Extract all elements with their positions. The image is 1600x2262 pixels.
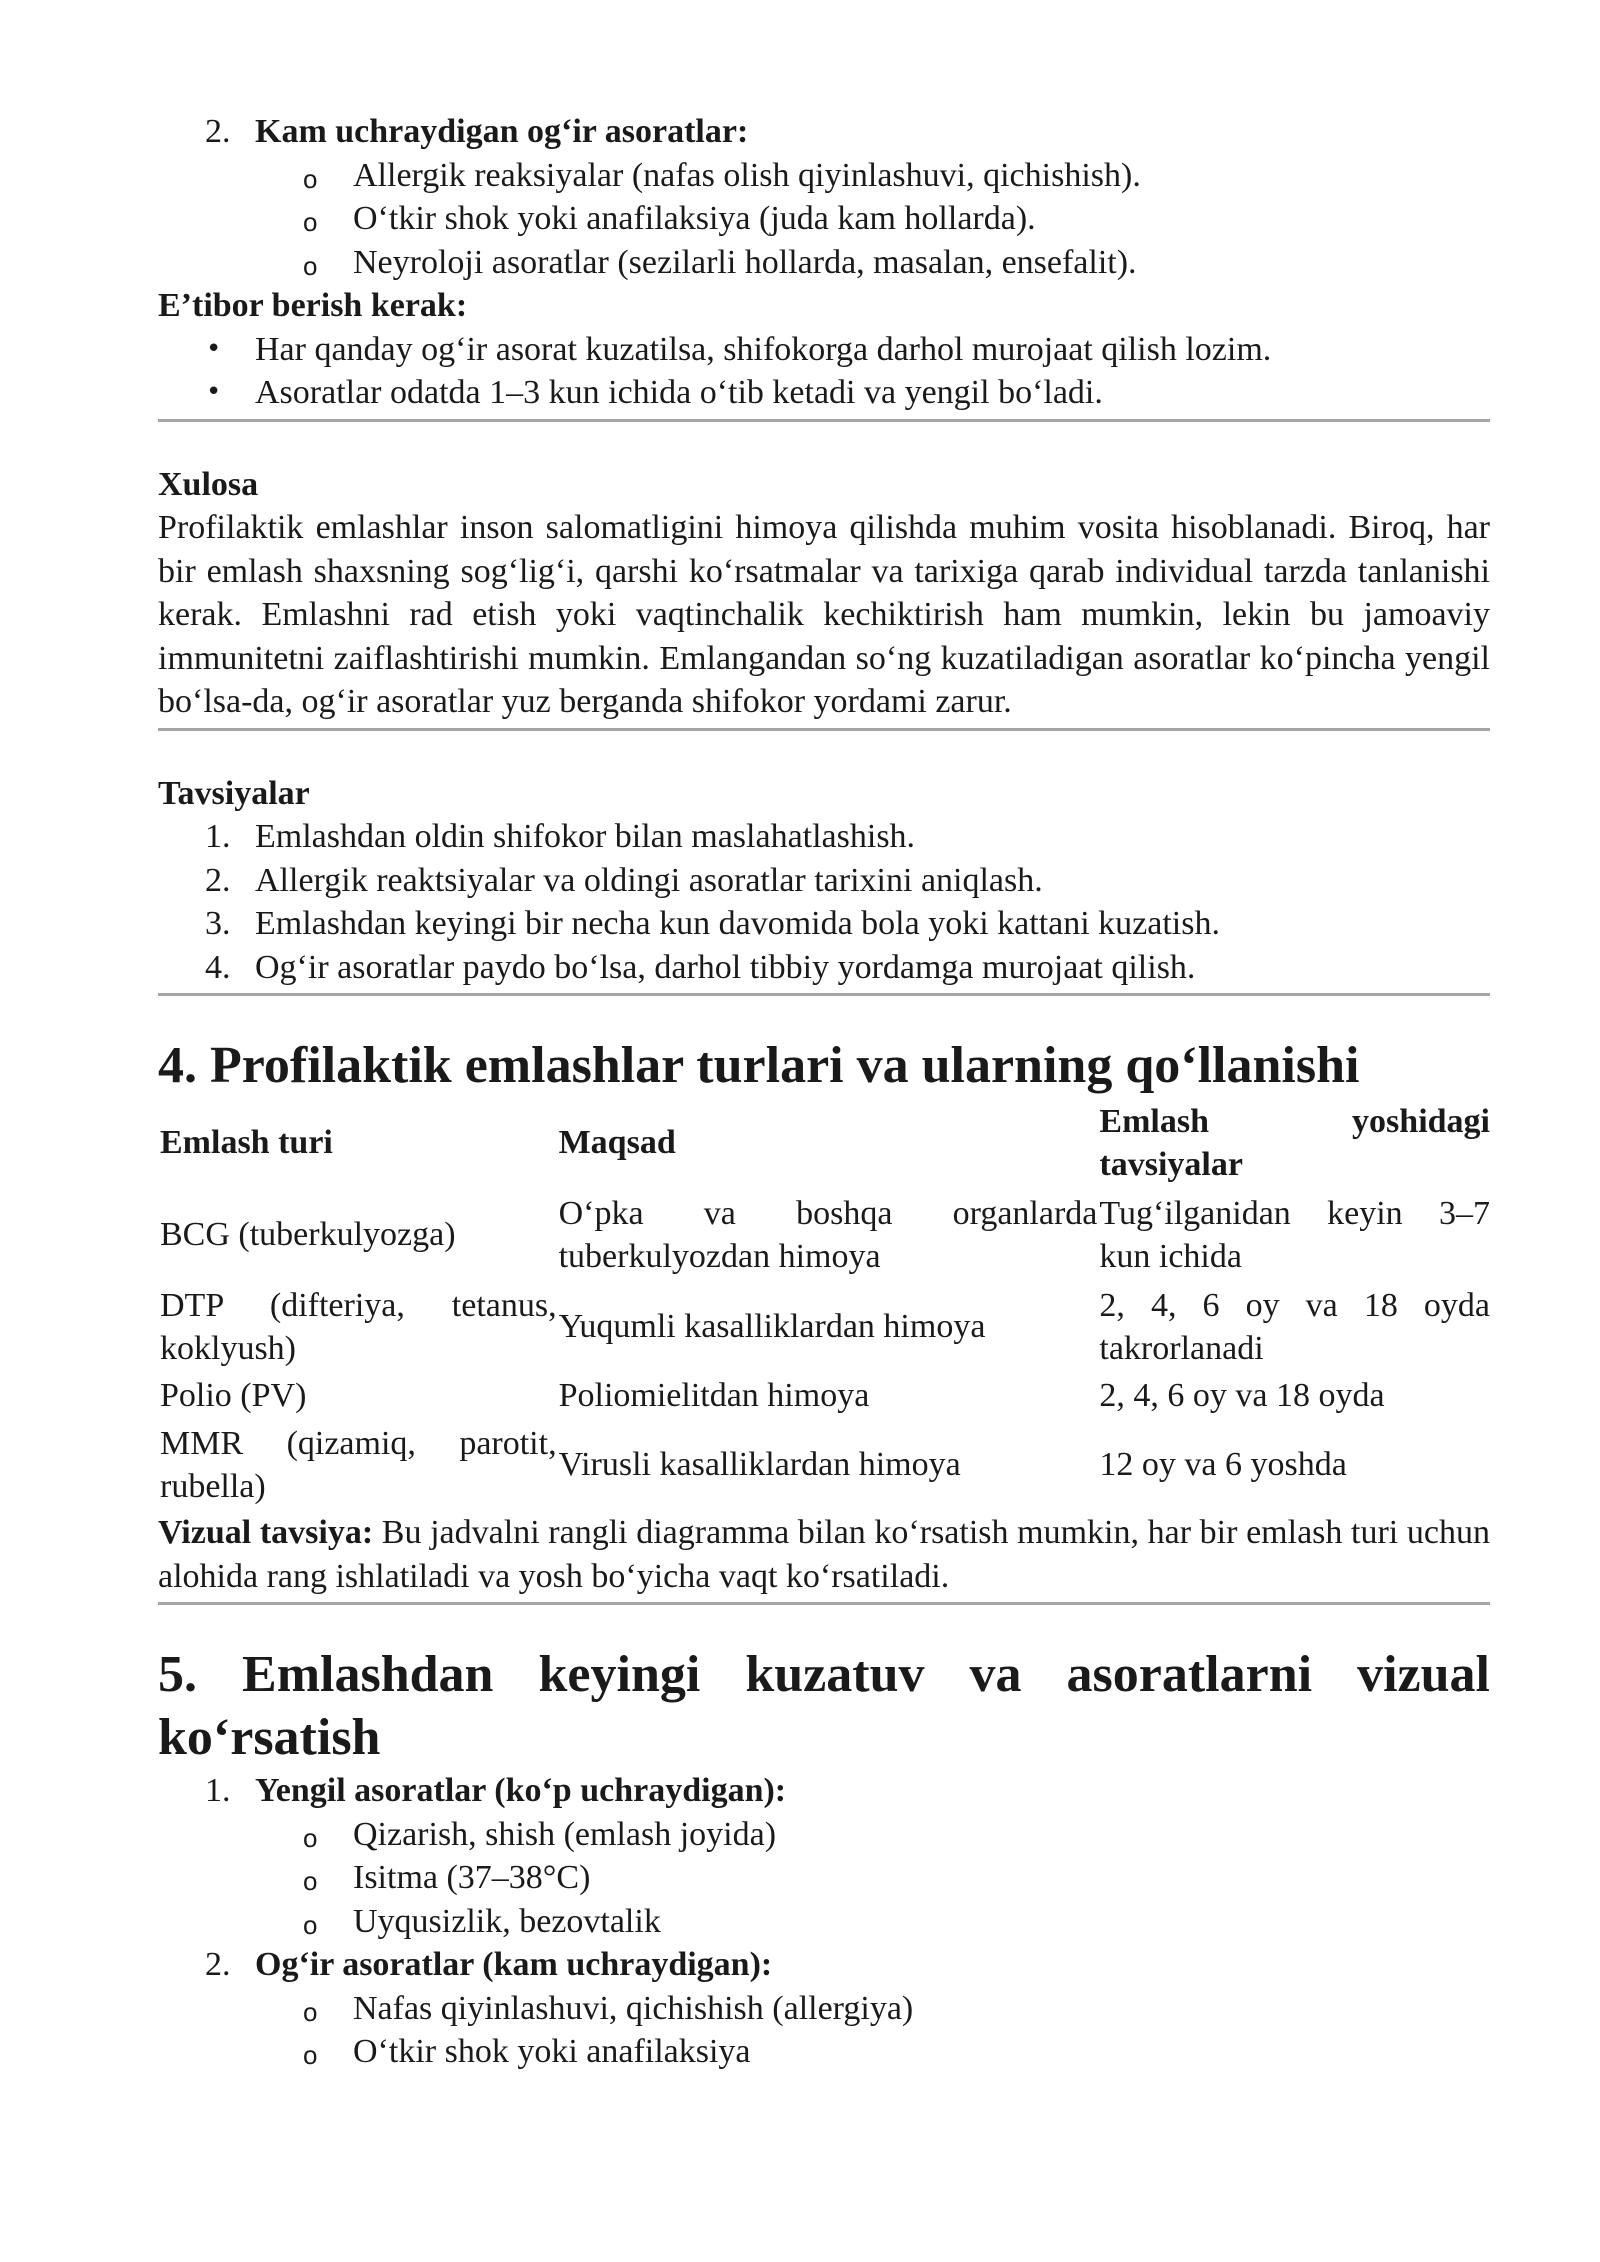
circle-bullet-icon: o [303, 1822, 318, 1853]
table-cell: O‘pka va boshqa organlarda tuberkulyozdan himoya [558, 1194, 1098, 1275]
table-header-row [158, 1097, 1490, 1189]
bullet-item: • Har qanday og‘ir asorat kuzatilsa, shifokorga darhol murojaat qilish lozim. [158, 328, 1490, 372]
visual-note-label: Vizual tavsiya: [158, 1514, 374, 1551]
section-heading: 4. Profilaktik emlashlar turlari va ularning qo‘llanishi [158, 1037, 1360, 1094]
conclusion-title: Xulosa [158, 465, 259, 503]
list-item: 1. Yengil asoratlar (ko‘p uchraydigan): [205, 1772, 787, 1809]
bullet-item: • Asoratlar odatda 1–3 kun ichida o‘tib ketadi va yengil bo‘ladi. [158, 371, 1490, 415]
list-item: 1. Emlashdan oldin shifokor bilan maslahatlashish. [205, 818, 916, 855]
attention-title: E’tibor berish kerak: [158, 287, 468, 324]
table-cell: MMR (qizamiq, parotit, rubella) [160, 1424, 557, 1505]
table-cell: 12 oy va 6 yoshda [1099, 1446, 1347, 1484]
table-row [158, 1281, 1490, 1373]
recommendations-title: Tavsiyalar [158, 774, 310, 812]
circle-bullet-icon: o [303, 163, 318, 194]
sub-list-item: o Allergik reaksiyalar (nafas olish qiyinlashuvi, qichishish). [158, 154, 1490, 198]
table-cell: 2, 4, 6 oy va 18 oyda takrorlanadi [1099, 1286, 1490, 1367]
sub-list-item: o Qizarish, shish (emlash joyida) [158, 1813, 1490, 1857]
list-item [158, 110, 1490, 154]
list-item-title: Kam uchraydigan og‘ir asoratlar: [255, 113, 749, 150]
conclusion-text: Profilaktik emlashlar inson salomatligini himoya qilishda muhim vosita hisoblanadi. Biroq, har bir emlash shaxsning sog‘lig‘i, qarshi ko‘rsatmalar va tarixiga qarab individual tarzda tanlanishi kerak. Emlashni rad etish yoki vaqtinchalik kechiktirish ham mumkin, lekin bu jamoaviy immunitetni zaiflashtirishi mumkin. Emlangandan so‘ng kuzatiladigan asoratlar ko‘pincha yengil bo‘lsa-da, og‘ir asoratlar yuz berganda shifokor yordami zarur. [158, 509, 1490, 720]
bullet-icon: • [206, 333, 222, 364]
circle-bullet-icon: o [303, 1996, 318, 2027]
bullet-icon: • [206, 377, 222, 407]
table-cell: Polio (PV) [160, 1377, 307, 1415]
followup-list [158, 1943, 1490, 1987]
recommendations-list [158, 815, 1490, 989]
attention-list [158, 328, 1490, 415]
sub-list [158, 1813, 1490, 1944]
visual-note [158, 1511, 1490, 1598]
sub-list [158, 154, 1490, 285]
circle-bullet-icon: o [303, 1866, 318, 1896]
table-header-cell: Maqsad [558, 1124, 676, 1162]
sub-list-item: o O‘tkir shok yoki anafilaksiya [158, 2030, 1490, 2074]
table-row [158, 1419, 1490, 1511]
table-cell: DTP (difteriya, tetanus, koklyush) [160, 1286, 557, 1367]
table-cell: BCG (tuberkulyozga) [160, 1216, 456, 1254]
table-cell: Tug‘ilganidan keyin 3–7 kun ichida [1099, 1194, 1490, 1275]
list-item: 2. Allergik reaktsiyalar va oldingi asoratlar tarixini aniqlash. [205, 861, 1043, 899]
table-cell: Poliomielitdan himoya [558, 1377, 870, 1415]
sub-list-item: o Isitma (37–38°C) [158, 1856, 1490, 1900]
table-cell: 2, 4, 6 oy va 18 oyda [1099, 1377, 1385, 1415]
sub-list-item: o Neyroloji asoratlar (sezilarli hollarda, masalan, ensefalit). [158, 241, 1490, 285]
vaccination-table [158, 1097, 1490, 1511]
sub-list-item: o O‘tkir shok yoki anafilaksiya (juda kam hollarda). [158, 197, 1490, 241]
table-header-cell: Emlash turi [160, 1124, 333, 1162]
sub-list-item: o Uyqusizlik, bezovtalik [158, 1900, 1490, 1944]
document-page [158, 110, 1490, 2074]
followup-list [158, 1769, 1490, 1813]
list-item-title: Yengil asoratlar (ko‘p uchraydigan): [255, 1772, 787, 1809]
circle-bullet-icon: o [303, 2040, 318, 2070]
list-item: 2. Og‘ir asoratlar (kam uchraydigan): [205, 1946, 773, 1983]
circle-bullet-icon: o [303, 1909, 318, 1940]
complications-list [158, 110, 1490, 154]
list-item-title: Og‘ir asoratlar (kam uchraydigan): [255, 1946, 773, 1983]
table-cell: Yuqumli kasalliklardan himoya [558, 1308, 986, 1346]
list-number: 2. [205, 113, 231, 150]
table-cell: Virusli kasalliklardan himoya [558, 1446, 961, 1484]
sub-list-item: o Nafas qiyinlashuvi, qichishish (allergiya) [158, 1987, 1490, 2031]
table-row [158, 1373, 1490, 1419]
sub-list [158, 1987, 1490, 2074]
list-item: 4. Og‘ir asoratlar paydo bo‘lsa, darhol tibbiy yordamga murojaat qilish. [205, 948, 1196, 986]
circle-bullet-icon: o [303, 250, 318, 281]
section-heading: 5. Emlashdan keyingi kuzatuv va asoratlarni vizual ko‘rsatish [158, 1646, 1490, 1766]
circle-bullet-icon: o [303, 207, 318, 237]
table-row [158, 1189, 1490, 1281]
visual-note-text: Bu jadvalni rangli diagramma bilan ko‘rsatish mumkin, har bir emlash turi uchun alohida rang ishlatiladi va yosh bo‘yicha vaqt ko‘rsatiladi. [158, 1514, 1490, 1595]
list-item: 3. Emlashdan keyingi bir necha kun davomida bola yoki kattani kuzatish. [205, 905, 1220, 942]
table-header-cell: Emlash yoshidagi tavsiyalar [1099, 1102, 1490, 1183]
